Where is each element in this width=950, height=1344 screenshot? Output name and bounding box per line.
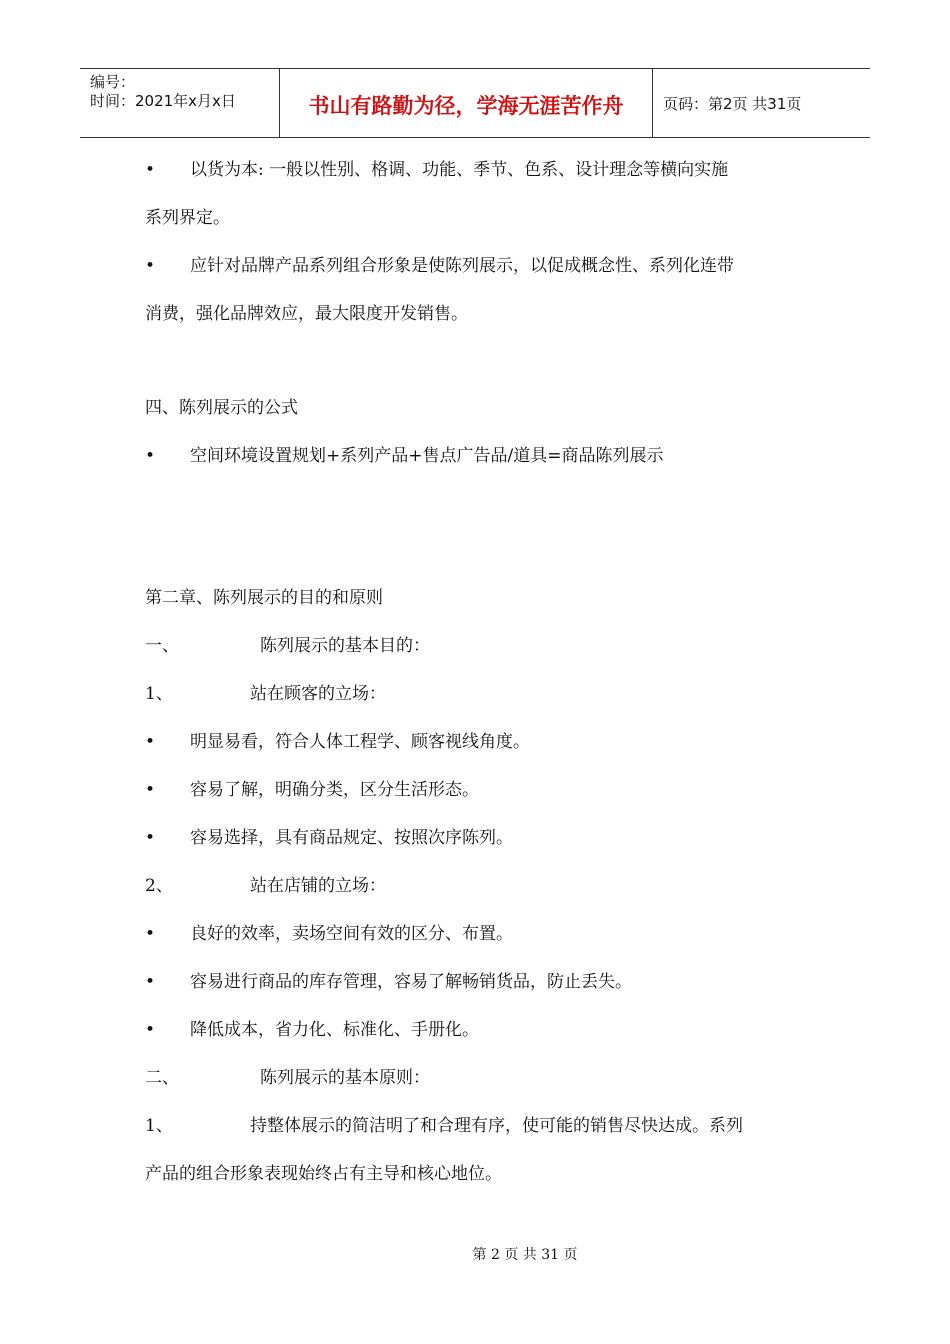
bullet-text: 良好的效率，卖场空间有效的区分、布置。 <box>190 924 513 944</box>
bullet-icon: • <box>145 160 156 180</box>
bullet-icon: • <box>145 1020 156 1040</box>
chapter-title: 第二章、陈列展示的目的和原则 <box>145 588 383 608</box>
bullet-text: 降低成本，省力化、标准化、手册化。 <box>190 1020 479 1040</box>
bullet-text: 容易了解，明确分类，区分生活形态。 <box>190 780 479 800</box>
paragraph-continuation: 系列界定。 <box>145 208 230 228</box>
numbered-heading <box>145 1102 815 1150</box>
paragraph-text: 以货为本: 一般以性别、格调、功能、季节、色系、设计理念等横向实施 <box>190 160 729 180</box>
page-footer: 第 2 页 共 31 页 <box>472 1247 578 1263</box>
bullet-line <box>145 146 815 194</box>
page-header <box>80 68 870 138</box>
section-title: 四、陈列展示的公式 <box>145 398 298 418</box>
bullet-line <box>145 958 815 1006</box>
numbered-heading <box>145 1054 815 1102</box>
bullet-icon: • <box>145 972 156 992</box>
heading-number: 1、 <box>145 684 173 704</box>
heading-number: 2、 <box>145 876 173 896</box>
bullet-icon: • <box>145 924 156 944</box>
formula-text: 空间环境设置规划+系列产品+售点广告品/道具=商品陈列展示 <box>190 446 664 466</box>
paragraph-continuation: 消费，强化品牌效应，最大限度开发销售。 <box>145 304 468 324</box>
bullet-line <box>145 814 815 862</box>
time-label: 时间：2021年x月x日 <box>90 92 236 110</box>
bullet-line <box>145 242 815 290</box>
bullet-line <box>145 432 815 480</box>
paragraph-text: 应针对品牌产品系列组合形象是使陈列展示，以促成概念性、系列化连带 <box>190 256 734 276</box>
bullet-text: 容易进行商品的库存管理，容易了解畅销货品，防止丢失。 <box>190 972 632 992</box>
heading-text: 站在店铺的立场： <box>250 876 386 896</box>
paragraph-continuation: 产品的组合形象表现始终占有主导和核心地位。 <box>145 1164 502 1184</box>
bullet-icon: • <box>145 732 156 752</box>
bullet-icon: • <box>145 828 156 848</box>
numbered-heading <box>145 862 815 910</box>
numbered-heading <box>145 622 815 670</box>
heading-text: 站在顾客的立场： <box>250 684 386 704</box>
heading-text: 陈列展示的基本原则： <box>260 1068 430 1088</box>
document-body <box>145 146 815 1198</box>
heading-number: 二、 <box>145 1068 179 1088</box>
bullet-text: 明显易看，符合人体工程学、顾客视线角度。 <box>190 732 530 752</box>
heading-number: 一、 <box>145 636 179 656</box>
heading-number: 1、 <box>145 1116 173 1136</box>
bullet-line <box>145 718 815 766</box>
bullet-icon: • <box>145 446 156 466</box>
bullet-line <box>145 766 815 814</box>
bullet-text: 容易选择，具有商品规定、按照次序陈列。 <box>190 828 513 848</box>
header-page-code: 页码：第2页 共31页 <box>663 94 802 113</box>
bullet-line <box>145 910 815 958</box>
bullet-icon: • <box>145 780 156 800</box>
number-label: 编号： <box>90 73 136 91</box>
heading-text: 陈列展示的基本目的： <box>260 636 430 656</box>
bullet-icon: • <box>145 256 156 276</box>
bullet-line <box>145 1006 815 1054</box>
header-meta <box>80 69 280 137</box>
header-motto: 书山有路勤为径，学海无涯苦作舟 <box>280 69 653 137</box>
numbered-heading <box>145 670 815 718</box>
heading-text: 持整体展示的简洁明了和合理有序，使可能的销售尽快达成。系列 <box>250 1116 743 1136</box>
